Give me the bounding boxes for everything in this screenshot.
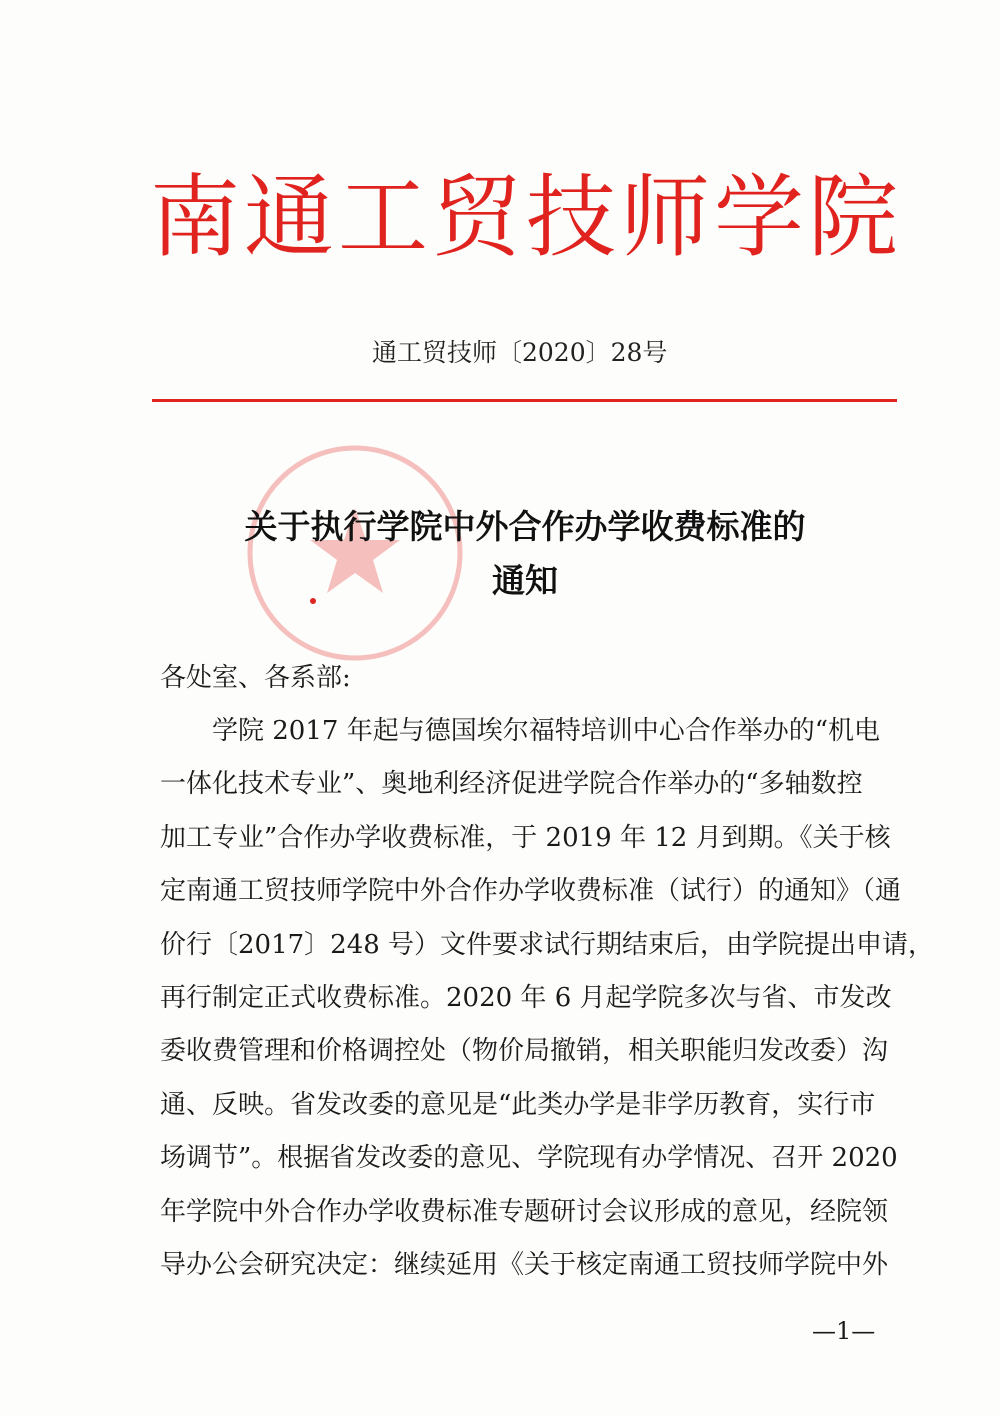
body-line: 加工专业”合作办学收费标准，于 2019 年 12 月到期。《关于核 bbox=[160, 822, 891, 853]
body-line: 导办公会研究决定：继续延用《关于核定南通工贸技师学院中外 bbox=[160, 1250, 889, 1281]
notice-title bbox=[150, 500, 900, 608]
body-paragraph bbox=[160, 705, 935, 1292]
notice-title-line-1: 关于执行学院中外合作办学收费标准的 bbox=[244, 507, 806, 546]
body-line: 委收费管理和价格调控处（物价局撤销，相关职能归发改委）沟 bbox=[160, 1036, 889, 1067]
body-line: 通、反映。省发改委的意见是“此类办学是非学历教育，实行市 bbox=[160, 1089, 876, 1120]
body-line: 价行〔2017〕248 号）文件要求试行期结束后，由学院提出申请， bbox=[160, 929, 935, 960]
document-number: 通工贸技师〔2020〕28号 bbox=[372, 338, 668, 367]
body-line: 一体化技术专业”、奥地利经济促进学院合作举办的“多轴数控 bbox=[160, 769, 863, 800]
body-line: 场调节”。根据省发改委的意见、学院现有办学情况、召开 2020 bbox=[160, 1143, 898, 1174]
body-line: 年学院中外合作办学收费标准专题研讨会议形成的意见，经院领 bbox=[160, 1196, 889, 1227]
page-number: —1— bbox=[812, 1317, 876, 1345]
body-line: 学院 2017 年起与德国埃尔福特培训中心合作举办的“机电 bbox=[160, 716, 880, 746]
red-divider-line bbox=[152, 399, 897, 402]
body-line: 再行制定正式收费标准。2020 年 6 月起学院多次与省、市发改 bbox=[160, 983, 892, 1014]
salutation: 各处室、各系部: bbox=[160, 663, 351, 693]
body-line: 定南通工贸技师学院中外合作办学收费标准（试行）的通知》（通 bbox=[160, 876, 902, 907]
notice-title-line-2: 通知 bbox=[492, 561, 558, 600]
institution-masthead: 南通工贸技师学院 bbox=[150, 165, 902, 270]
